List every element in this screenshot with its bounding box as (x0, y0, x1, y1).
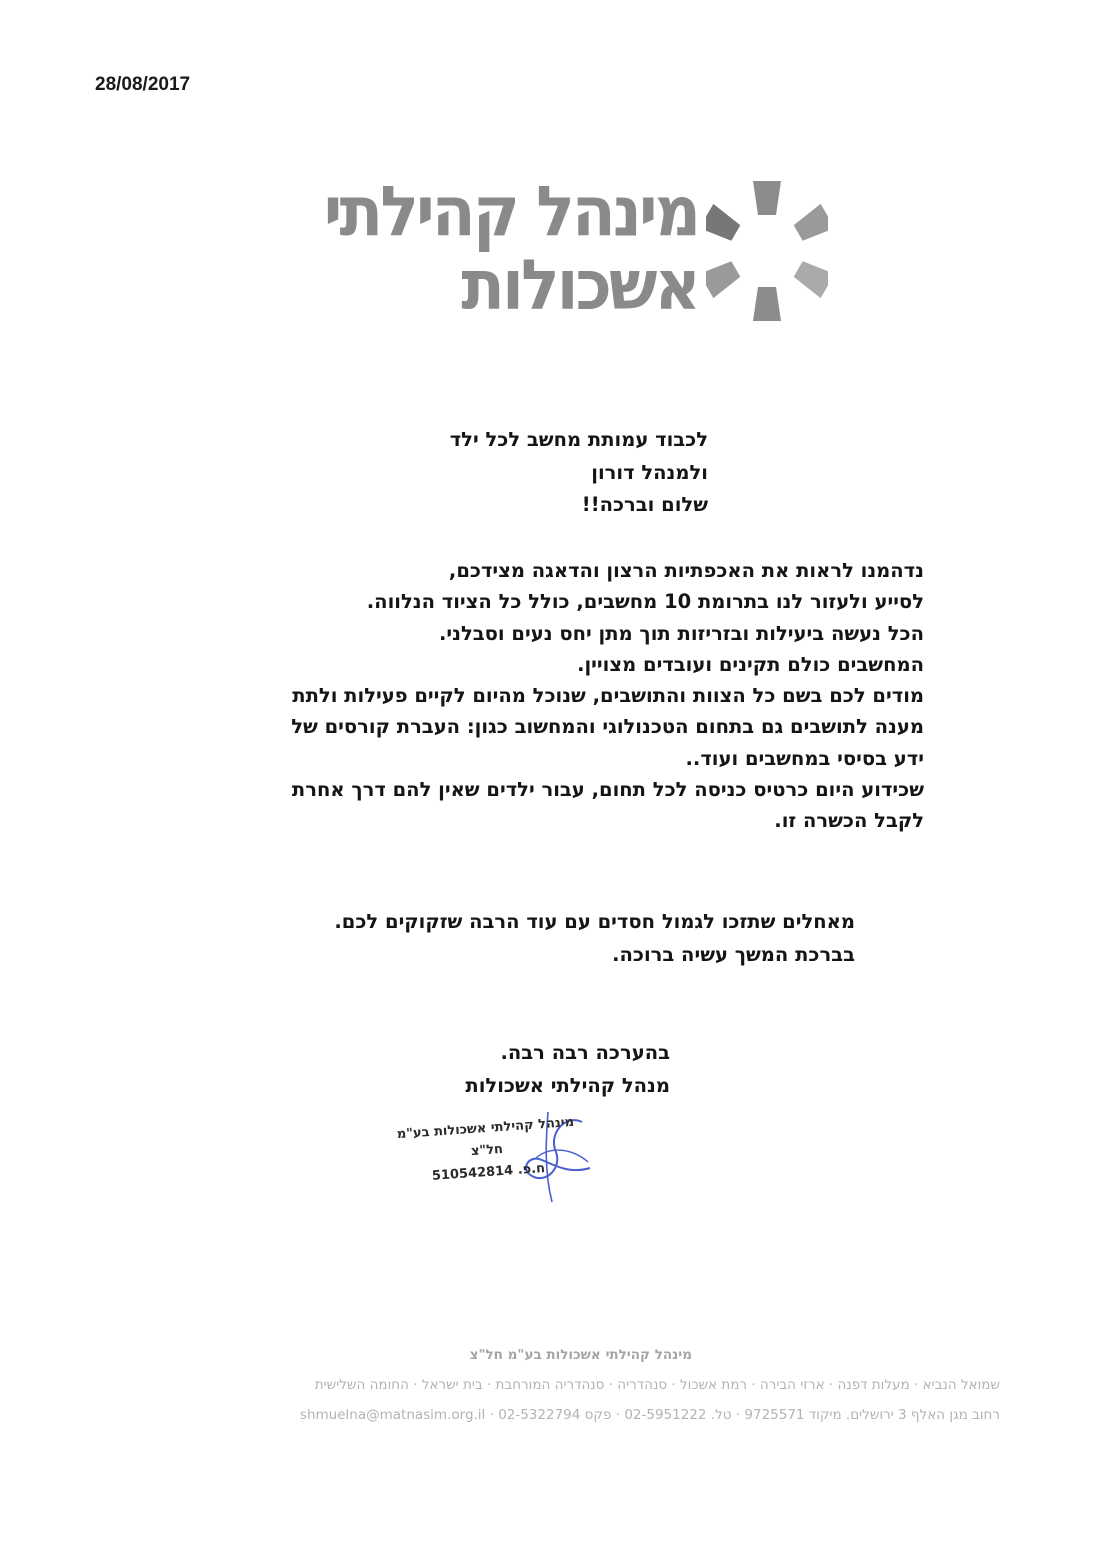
footer-organization: מינהל קהילתי אשכולות בע"מ חל"צ (469, 1347, 692, 1363)
community-logo-icon (706, 175, 828, 327)
closing-line: מאחלים שתזכו לגמול חסדים עם עוד הרבה שזקוקים לכם. (334, 910, 855, 933)
community-logo-text (323, 172, 698, 327)
logo-line-1: מינהל קהילתי (323, 172, 698, 253)
address-line: ולמנהל דורון (591, 460, 708, 484)
sign-line: מנהל קהילתי אשכולות (465, 1073, 670, 1097)
logo-line-2: אשכולות (461, 246, 698, 327)
stamp-line: מינהל קהילתי אשכולות בע"מ (396, 1114, 575, 1143)
footer-contact: רחוב מגן האלף 3 ירושלים. מיקוד 9725571 · טל. 02-5951222 · פקס 02-5322794 · shmuelna@matnasim.org.il (299, 1407, 1000, 1423)
letter-body (291, 555, 924, 837)
body-line: מענה לתושבים גם בתחום הטכנולוגי והמחשוב כגון: העברת קורסים של (291, 715, 924, 739)
body-line: שכידוע היום כרטיס כניסה לכל תחום, עבור ילדים שאין להם דרך אחרת (291, 778, 924, 802)
body-line: ידע בסיסי במחשבים ועוד.. (685, 746, 924, 770)
document-date: 28/08/2017 (95, 74, 191, 95)
sign-line: בהערכה רבה רבה. (500, 1041, 670, 1064)
closing-line: בברכת המשך עשיה ברוכה. (612, 942, 855, 966)
recipient-address (450, 424, 708, 522)
stamp-line: ח.פ. 510542814 (431, 1161, 546, 1184)
footer-neighborhoods: שמואל הנביא · מעלות דפנה · ארזי הבירה · רמת אשכול · סנהדריה · סנהדריה המורחבת · בית ישראל · החומה השלישית (314, 1377, 1000, 1393)
address-line: לכבוד עמותת מחשב לכל ילד (449, 428, 708, 451)
body-line: נדהמנו לראות את האכפתיות הרצון והדאגה מצידכם, (448, 559, 924, 582)
greeting-line: שלום וברכה!! (581, 493, 708, 516)
body-line: לקבל הכשרה זו. (774, 809, 924, 833)
closing-wishes (334, 906, 855, 971)
signature-block (465, 1037, 670, 1102)
body-line: מודים לכם בשם כל הצוות והתושבים, שנוכל מהיום לקיים פעילות ולתת (292, 684, 924, 708)
body-line: הכל נעשה ביעילות ובזריזות תוך מתן יחס נעים וסבלני. (439, 621, 924, 645)
stamp-line: חל"צ (470, 1141, 504, 1160)
body-line: לסייע ולעזור לנו בתרומת 10 מחשבים, כולל כל הציוד הנלווה. (366, 590, 924, 614)
body-line: המחשבים כולם תקינים ועובדים מצויין. (577, 652, 924, 676)
